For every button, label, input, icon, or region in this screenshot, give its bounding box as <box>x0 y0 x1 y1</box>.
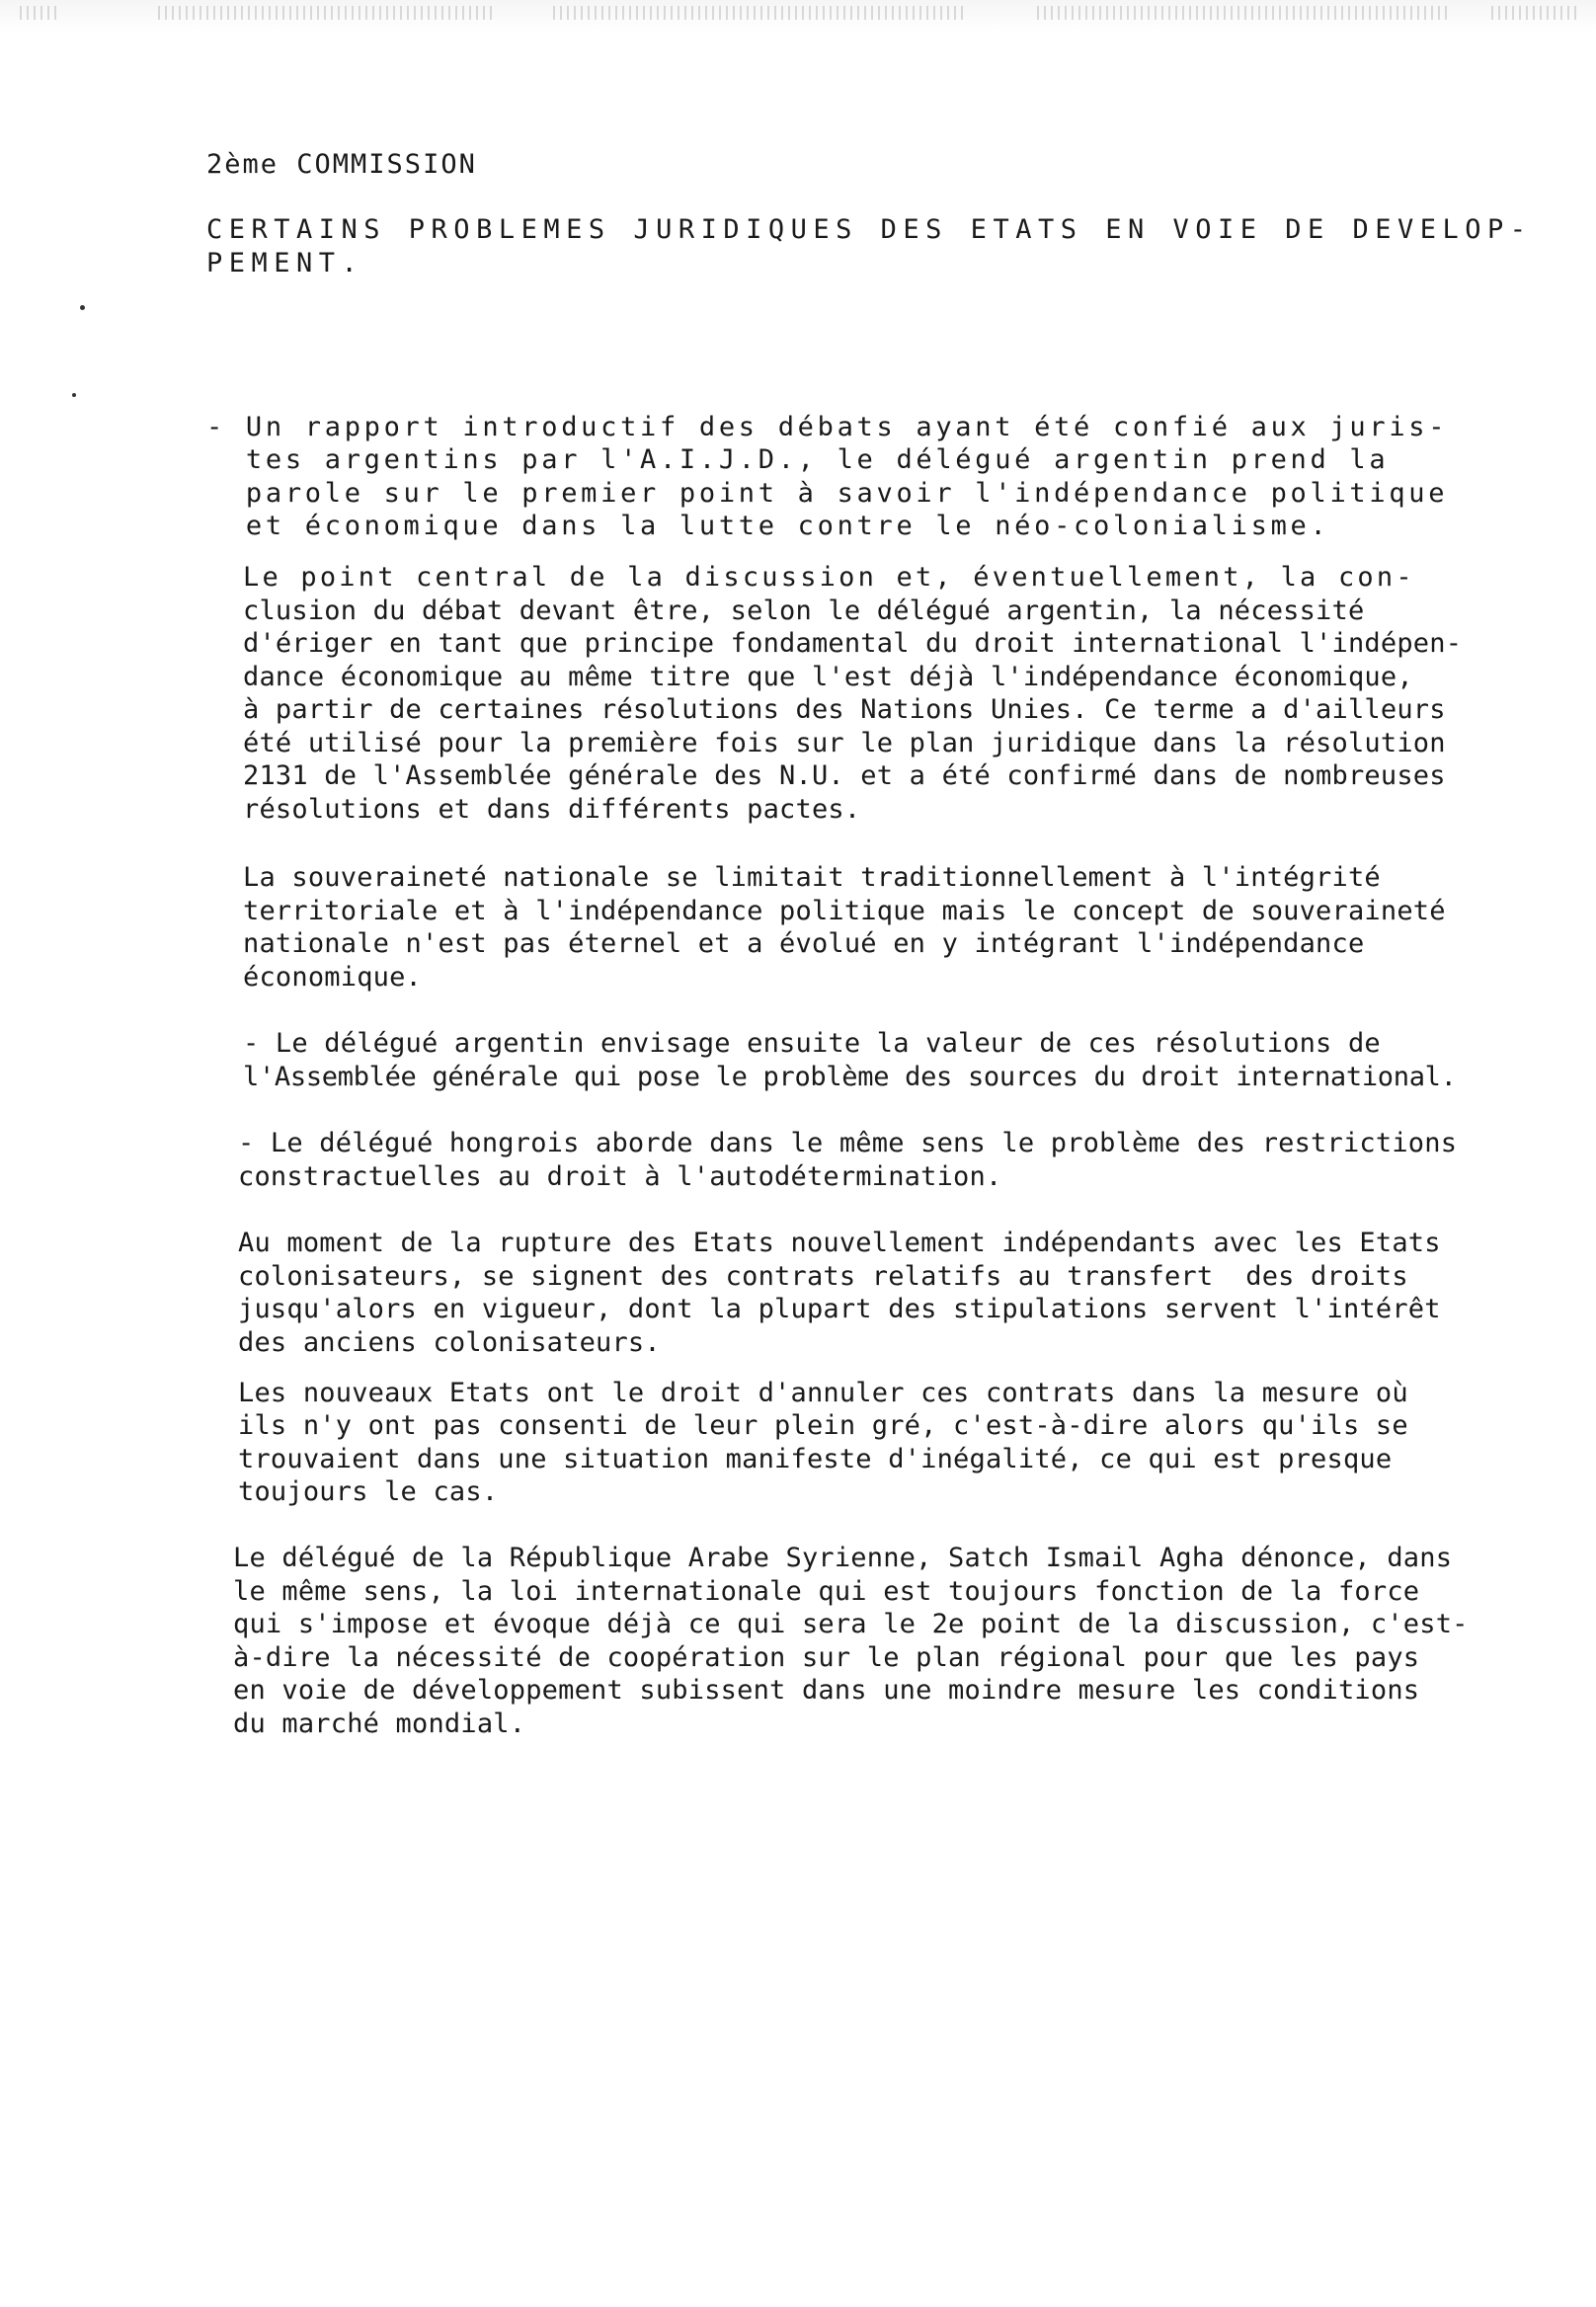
paragraph-line: en voie de développement subissent dans une moindre mesure les conditions <box>233 1675 1420 1706</box>
paragraph-line: - Un rapport introductif des débats ayant été confié aux juris- <box>206 412 1449 442</box>
document-title-line: CERTAINS PROBLEMES JURIDIQUES DES ETATS EN VOIE DE DEVELOP- <box>206 214 1533 245</box>
paragraph-line: Le point central de la discussion et, éventuellement, la con- <box>243 562 1415 593</box>
paragraph-line: Le délégué de la République Arabe Syrienne, Satch Ismail Agha dénonce, dans <box>233 1543 1453 1573</box>
scan-noise-mark <box>1037 6 1452 20</box>
scan-noise-mark <box>1491 6 1580 20</box>
paragraph-line: trouvaient dans une situation manifeste d'inégalité, ce qui est presque <box>238 1444 1393 1474</box>
document-title-line: PEMENT. <box>206 248 364 278</box>
paragraph-line: clusion du débat devant être, selon le délégué argentin, la nécessité <box>243 596 1365 626</box>
paragraph-line: le même sens, la loi internationale qui est toujours fonction de la force <box>233 1576 1420 1607</box>
paragraph-line: - Le délégué hongrois aborde dans le même sens le problème des restrictions <box>238 1128 1458 1158</box>
paragraph-line: ils n'y ont pas consenti de leur plein gré, c'est-à-dire alors qu'ils se <box>238 1410 1408 1441</box>
paragraph-line: qui s'impose et évoque déjà ce qui sera le 2e point de la discussion, c'est- <box>233 1609 1469 1639</box>
paragraph-line: constractuelles au droit à l'autodétermination. <box>238 1161 1002 1192</box>
paragraph-line: du marché mondial. <box>233 1709 526 1739</box>
paragraph-line: Au moment de la rupture des Etats nouvellement indépendants avec les Etats <box>238 1228 1441 1258</box>
paragraph-line: résolutions et dans différents pactes. <box>243 794 861 825</box>
paragraph-line: l'Assemblée générale qui pose le problème des sources du droit international. <box>243 1062 1457 1092</box>
paragraph-line: à partir de certaines résolutions des Nations Unies. Ce terme a d'ailleurs <box>243 694 1446 725</box>
paragraph-line: parole sur le premier point à savoir l'indépendance politique <box>206 478 1449 509</box>
paragraph-line: tes argentins par l'A.I.J.D., le délégué argentin prend la <box>206 444 1390 475</box>
paragraph-line: nationale n'est pas éternel et a évolué en y intégrant l'indépendance <box>243 928 1365 959</box>
margin-mark <box>80 305 85 310</box>
paragraph-line: été utilisé pour la première fois sur le plan juridique dans la résolution <box>243 728 1446 758</box>
paragraph-line: Les nouveaux Etats ont le droit d'annuler ces contrats dans la mesure où <box>238 1378 1408 1408</box>
scan-noise-mark <box>20 6 59 20</box>
paragraph-line: 2131 de l'Assemblée générale des N.U. et a été confirmé dans de nombreuses <box>243 760 1446 791</box>
paragraph-line: - Le délégué argentin envisage ensuite la valeur de ces résolutions de <box>243 1028 1381 1059</box>
paragraph-line: et économique dans la lutte contre le néo-colonialisme. <box>206 511 1330 541</box>
scan-noise-mark <box>158 6 494 20</box>
scan-noise-mark <box>553 6 968 20</box>
paragraph-line: territoriale et à l'indépendance politique mais le concept de souveraineté <box>243 896 1446 926</box>
commission-heading: 2ème COMMISSION <box>206 149 477 180</box>
paragraph-line: toujours le cas. <box>238 1476 499 1507</box>
margin-mark <box>72 393 76 397</box>
paragraph-line: économique. <box>243 962 423 993</box>
paragraph-line: des anciens colonisateurs. <box>238 1327 661 1358</box>
paragraph-line: jusqu'alors en vigueur, dont la plupart des stipulations servent l'intérêt <box>238 1294 1441 1324</box>
paragraph-line: à-dire la nécessité de coopération sur le plan régional pour que les pays <box>233 1642 1420 1673</box>
paragraph-line: d'ériger en tant que principe fondamental du droit international l'indépen- <box>243 628 1463 659</box>
paragraph-line: La souveraineté nationale se limitait traditionnellement à l'intégrité <box>243 862 1381 893</box>
paragraph-line: dance économique au même titre que l'est déjà l'indépendance économique, <box>243 662 1413 692</box>
paragraph-line: colonisateurs, se signent des contrats relatifs au transfert des droits <box>238 1261 1408 1292</box>
